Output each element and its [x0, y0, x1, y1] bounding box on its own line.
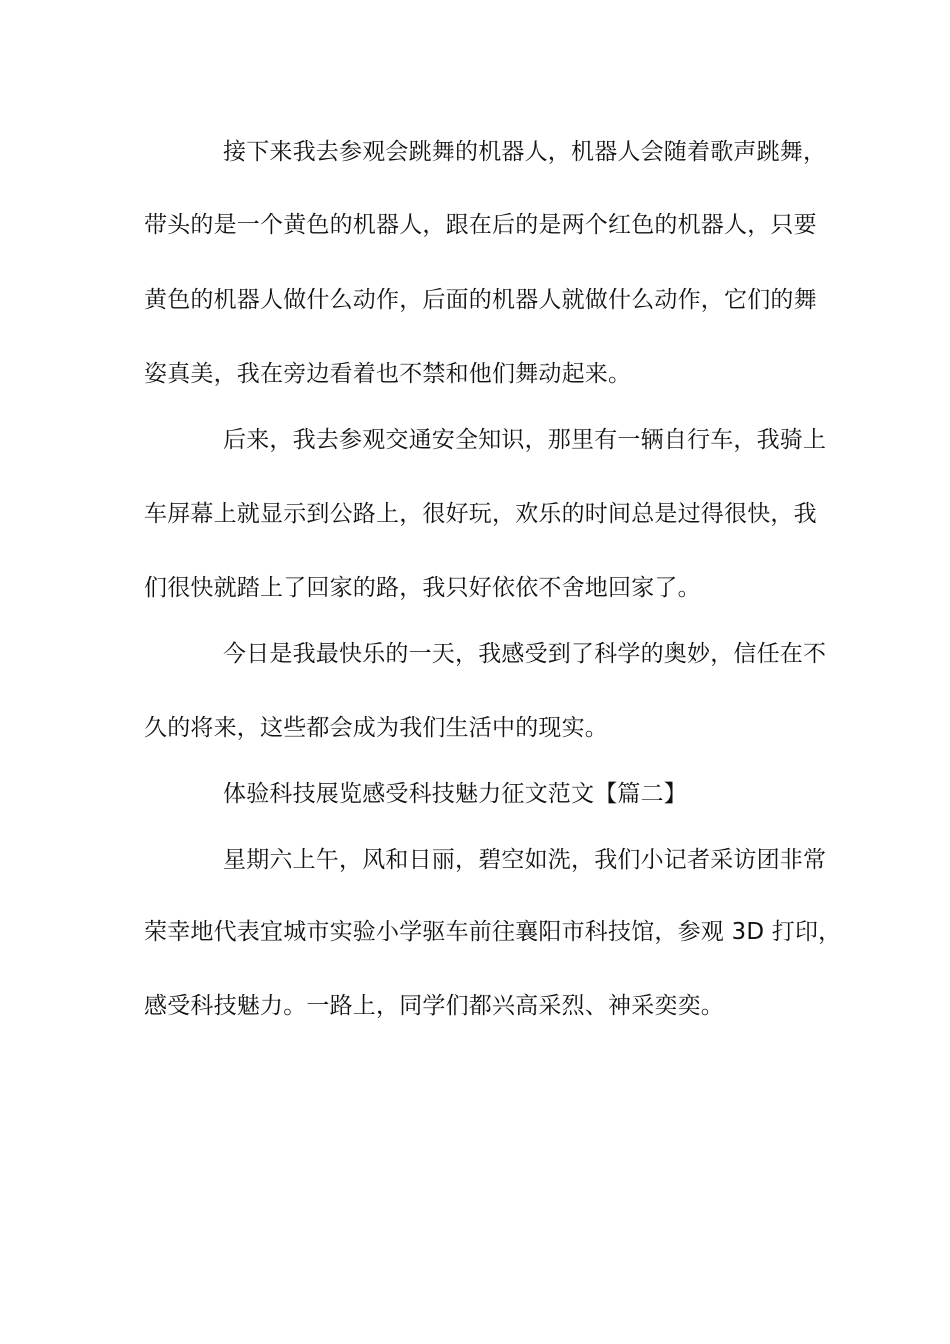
paragraph-1-line-4: 姿真美，我在旁边看着也不禁和他们舞动起来。	[144, 361, 632, 387]
paragraph-2-line-1: 后来，我去参观交通安全知识，那里有一辆自行车，我骑上	[223, 427, 827, 453]
paragraph-2-line-2: 车屏幕上就显示到公路上，很好玩，欢乐的时间总是过得很快，我	[144, 501, 817, 527]
paragraph-4-line-2: 荣幸地代表宜城市实验小学驱车前往襄阳市科技馆，参观 3D 打印，	[144, 919, 842, 945]
paragraph-4-line-3: 感受科技魅力。一路上，同学们都兴高采烈、神采奕奕。	[144, 993, 724, 1019]
section-heading: 体验科技展览感受科技魅力征文范文【篇二】	[223, 781, 687, 807]
paragraph-1-line-2: 带头的是一个黄色的机器人，跟在后的是两个红色的机器人，只要	[144, 212, 817, 238]
paragraph-3-line-1: 今日是我最快乐的一天，我感受到了科学的奥妙，信任在不	[223, 641, 827, 667]
paragraph-3-line-2: 久的将来，这些都会成为我们生活中的现实。	[144, 715, 608, 741]
paragraph-1-line-3: 黄色的机器人做什么动作，后面的机器人就做什么动作，它们的舞	[144, 287, 817, 313]
paragraph-1-line-1: 接下来我去参观会跳舞的机器人，机器人会随着歌声跳舞，	[223, 139, 827, 165]
paragraph-4-line-1: 星期六上午，风和日丽，碧空如洗，我们小记者采访团非常	[223, 847, 827, 873]
paragraph-2-line-3: 们很快就踏上了回家的路，我只好依依不舍地回家了。	[144, 575, 701, 601]
